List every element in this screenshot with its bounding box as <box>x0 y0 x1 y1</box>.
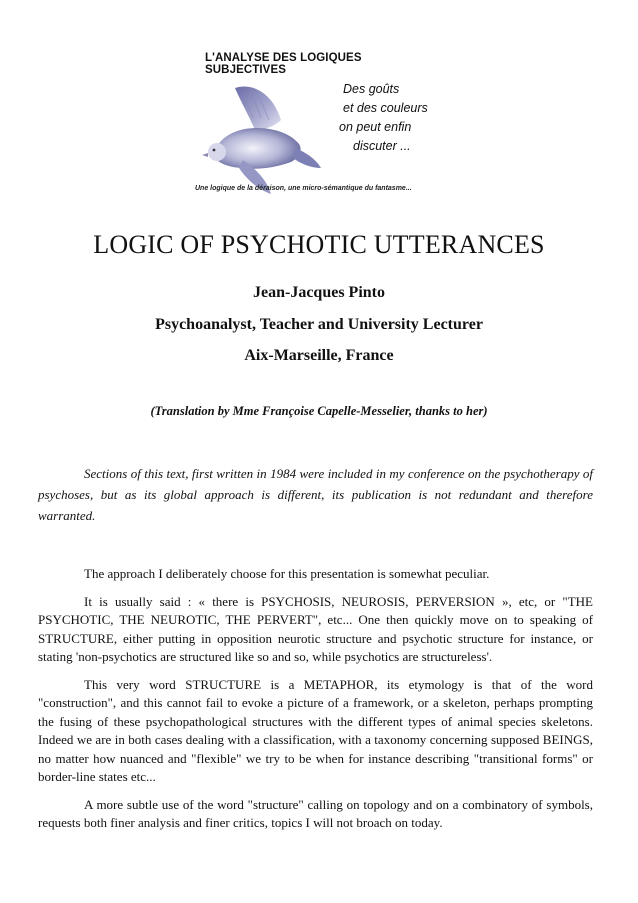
header-banner <box>195 44 457 196</box>
body-text <box>38 565 593 842</box>
author-role: Psychoanalyst, Teacher and University Lecturer <box>155 316 483 333</box>
paragraph: A more subtle use of the word "structure" calling on topology and on a combinatory of symbols, requests both finer analysis and finer critics, topics I will not broach on today. <box>38 796 593 830</box>
banner-slogan <box>337 80 457 156</box>
slogan-line: Des goûts <box>343 82 400 96</box>
paragraph: The approach I deliberately choose for this presentation is somewhat peculiar. <box>84 566 490 581</box>
intro-note: Sections of this text, first written in 1984 were included in my conference on the psychotherapy of psychoses, but as its global approach is different, its publication is not redundant and therefore warranted. <box>38 466 593 523</box>
dove-illustration <box>195 68 325 198</box>
slogan-line: et des couleurs <box>343 101 428 115</box>
banner-tagline: Une logique de la déraison, une micro-sémantique du fantasme... <box>195 185 412 192</box>
slogan-line: discuter ... <box>353 139 411 153</box>
paragraph: It is usually said : « there is PSYCHOSIS, NEUROSIS, PERVERSION », etc, or "THE PSYCHOTIC, THE NEUROTIC, THE PERVERT", etc... One then quickly move on to speaking of STRUCTURE, either putting in opposition neurotic structure and psychotic structure for instance, or stating 'non-psychotics are structured like so and so, while psychotics are structureless'. <box>38 593 593 664</box>
slogan-line: on peut enfin <box>339 120 412 134</box>
banner-title: L'ANALYSE DES LOGIQUES SUBJECTIVES <box>205 52 362 76</box>
document-title: LOGIC OF PSYCHOTIC UTTERANCES <box>93 230 545 259</box>
translation-credit: (Translation by Mme Françoise Capelle-Messelier, thanks to her) <box>150 404 488 418</box>
paragraph: This very word STRUCTURE is a METAPHOR, its etymology is that of the word "construction", and this cannot fail to evoke a picture of a framework, or a skeleton, perhaps prompting the fusing of these psychopathological structures with the different types of animal species skeletons. Indeed we are in both cases dealing with a classification, with a taxonomy concerning supposed BEINGS, no matter how nuanced and "flexible" we try to be when for instance describing "transitional forms" or border-line states etc... <box>38 676 593 784</box>
author-name: Jean-Jacques Pinto <box>253 284 385 301</box>
author-location: Aix-Marseille, France <box>244 347 394 364</box>
